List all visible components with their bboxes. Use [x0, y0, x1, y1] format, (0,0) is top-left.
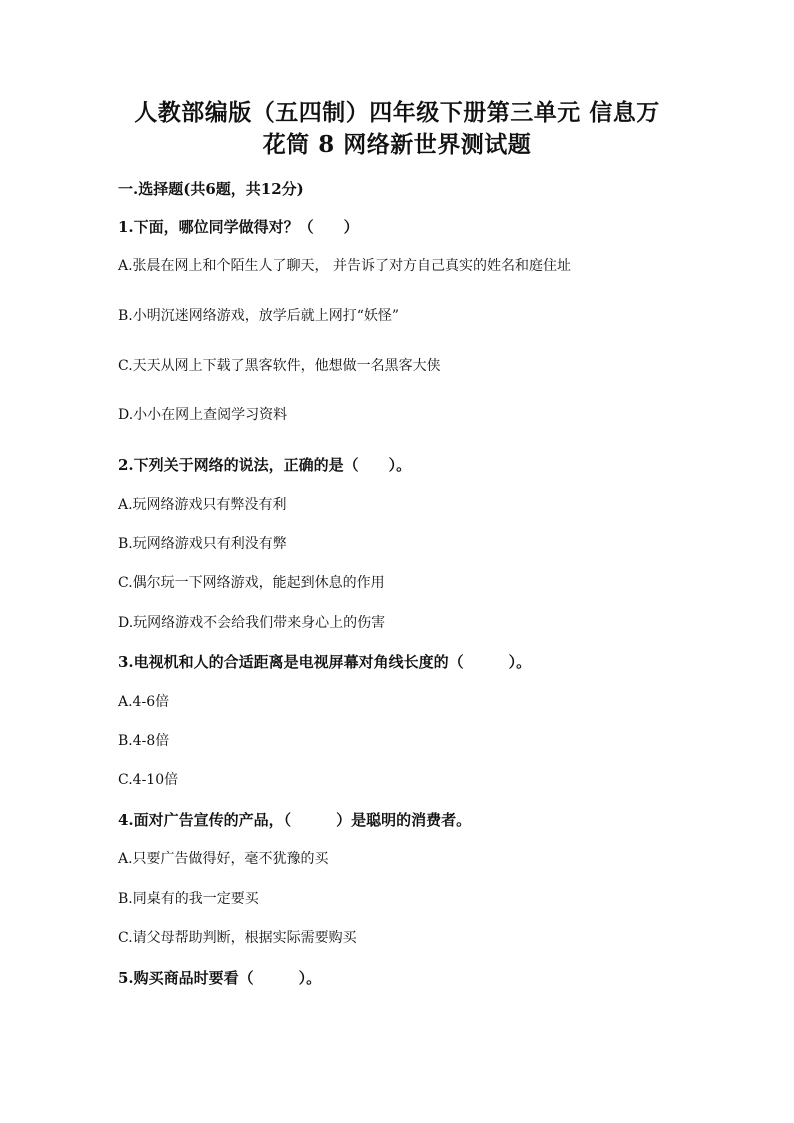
question-2-option-d: D.玩网络游戏不会给我们带来身心上的伤害 [118, 615, 386, 631]
question-3-option-c: C.4-10倍 [118, 772, 179, 788]
question-2-option-a: A.玩网络游戏只有弊没有利 [118, 497, 287, 513]
question-3-option-b: B.4-8倍 [118, 733, 170, 749]
question-2: 2.下列关于网络的说法，正确的是（ ）。 [118, 456, 412, 474]
question-1-option-c: C.天天从网上下载了黑客软件，他想做一名黑客大侠 [118, 358, 441, 374]
question-4-option-c: C.请父母帮助判断，根据实际需要购买 [118, 930, 357, 946]
question-2-option-b: B.玩网络游戏只有利没有弊 [118, 536, 287, 552]
document-title-line-1: 人教部编版（五四制）四年级下册第三单元 信息万 [134, 99, 660, 126]
question-4-option-b: B.同桌有的我一定要买 [118, 891, 259, 907]
question-3: 3.电视机和人的合适距离是电视屏幕对角线长度的（ ）。 [118, 653, 532, 671]
question-1-option-d: D.小小在网上查阅学习资料 [118, 407, 288, 423]
question-1-option-b: B.小明沉迷网络游戏，放学后就上网打“妖怪” [118, 308, 400, 324]
question-1: 1.下面，哪位同学做得对？（ ） [118, 218, 359, 236]
question-4-option-a: A.只要广告做得好，毫不犹豫的买 [118, 851, 329, 867]
section-heading: 一.选择题(共6题，共12分) [118, 180, 304, 198]
question-5: 5.购买商品时要看（ ）。 [118, 969, 322, 987]
question-1-option-a: A.张晨在网上和个陌生人了聊天， 并告诉了对方自己真实的姓名和庭住址 [118, 258, 572, 274]
question-3-option-a: A.4-6倍 [118, 694, 170, 710]
document-title-line-2: 花筒 8 网络新世界测试题 [262, 131, 532, 158]
question-4: 4.面对广告宣传的产品，（ ）是聪明的消费者。 [118, 811, 472, 829]
question-2-option-c: C.偶尔玩一下网络游戏，能起到休息的作用 [118, 575, 385, 591]
